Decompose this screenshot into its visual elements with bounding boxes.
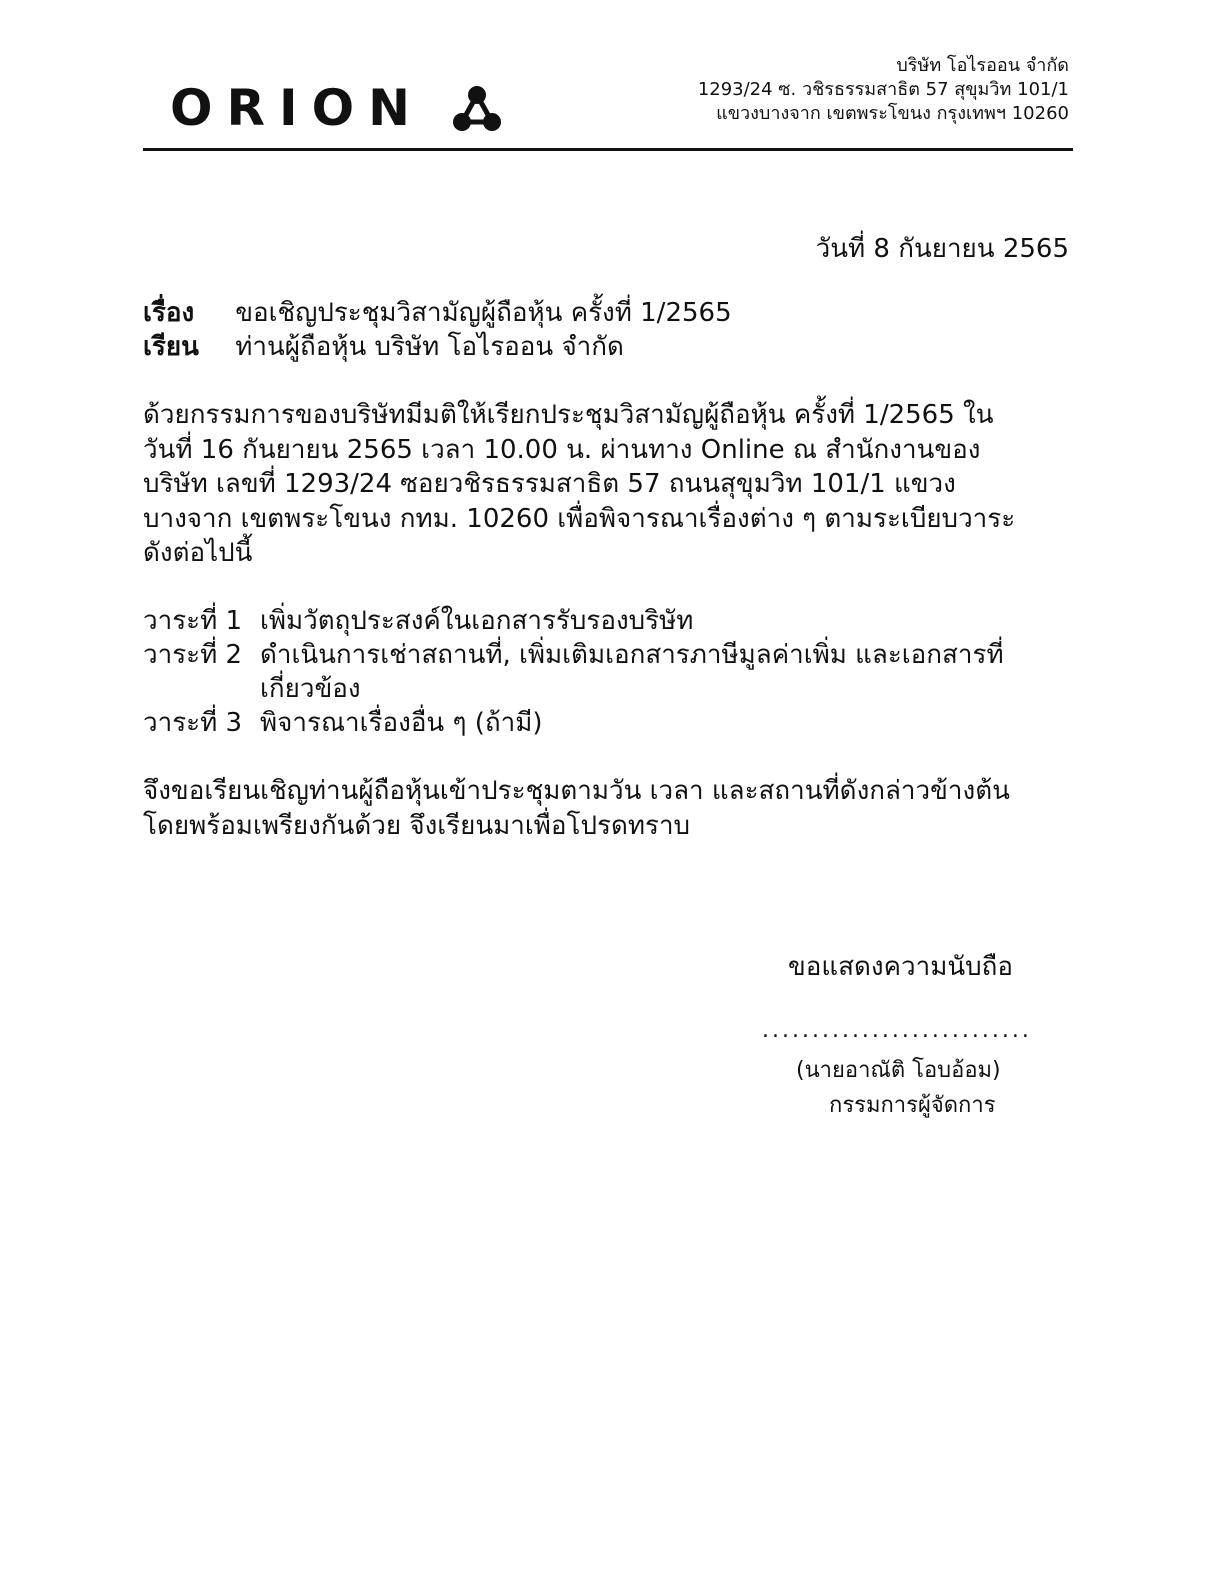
subject-label: เรื่อง xyxy=(143,298,195,328)
agenda-line: ดำเนินการเช่าสถานที่, เพิ่มเติมเอกสารภาษีมูลค่าเพิ่ม และเอกสารที่ xyxy=(260,640,1004,670)
subject-row xyxy=(143,296,732,330)
agenda-item xyxy=(143,638,1073,706)
closing-line: โดยพร้อมเพรียงกันด้วย จึงเรียนมาเพื่อโปรดทราบ xyxy=(143,810,691,841)
subject-block xyxy=(143,296,732,364)
agenda-number: วาระที่ 1 xyxy=(143,606,243,636)
body-line: ดังต่อไปนี้ xyxy=(143,538,253,568)
agenda-item xyxy=(143,604,1073,638)
subject-text: ขอเชิญประชุมวิสามัญผู้ถือหุ้น ครั้งที่ 1/2565 xyxy=(235,298,732,328)
signatory-name: (นายอาณัติ โอบอ้อม) xyxy=(796,1058,1001,1083)
agenda-number: วาระที่ 3 xyxy=(143,708,243,738)
agenda-text xyxy=(260,706,1073,740)
body-line: บางจาก เขตพระโขนง กทม. 10260 เพื่อพิจารณาเรื่องต่าง ๆ ตามระเบียบวาระ xyxy=(143,503,1016,534)
address-line-1: 1293/24 ซ. วชิรธรรมสาธิต 57 สุขุมวิท 101/1 xyxy=(697,79,1069,100)
recipient-text: ท่านผู้ถือหุ้น บริษัท โอไรออน จำกัด xyxy=(235,332,624,362)
signature-line: ........................... xyxy=(762,1018,1032,1043)
logo-triad-icon xyxy=(453,86,501,131)
company-address-block xyxy=(698,54,1069,126)
closing-paragraph xyxy=(143,774,1073,843)
agenda-text xyxy=(260,604,1073,638)
closing-line: จึงขอเรียนเชิญท่านผู้ถือหุ้นเข้าประชุมตามวัน เวลา และสถานที่ดังกล่าวข้างต้น xyxy=(143,776,1010,806)
signature-regards: ขอแสดงความนับถือ xyxy=(788,952,1013,982)
header-divider xyxy=(143,148,1073,151)
agenda-list xyxy=(143,604,1073,740)
agenda-line: พิจารณาเรื่องอื่น ๆ (ถ้ามี) xyxy=(260,708,543,738)
signatory-title: กรรมการผู้จัดการ xyxy=(829,1093,996,1118)
agenda-line: เพิ่มวัตถุประสงค์ในเอกสารรับรองบริษัท xyxy=(260,606,694,636)
body-line: ด้วยกรรมการของบริษัทมีมติให้เรียกประชุมวิสามัญผู้ถือหุ้น ครั้งที่ 1/2565 ใน xyxy=(143,400,994,430)
agenda-line: เกี่ยวข้อง xyxy=(260,674,361,704)
body-line: วันที่ 16 กันยายน 2565 เวลา 10.00 น. ผ่านทาง Online ณ สำนักงานของ xyxy=(143,434,981,465)
letter-date: วันที่ 8 กันยายน 2565 xyxy=(815,234,1069,264)
agenda-item xyxy=(143,706,1073,740)
logo-wordmark: ORION xyxy=(170,80,424,136)
agenda-number: วาระที่ 2 xyxy=(143,640,243,670)
recipient-label: เรียน xyxy=(143,332,199,362)
body-paragraph xyxy=(143,398,1073,571)
recipient-row xyxy=(143,330,732,364)
body-line: บริษัท เลขที่ 1293/24 ซอยวชิรธรรมสาธิต 57 ถนนสุขุมวิท 101/1 แขวง xyxy=(143,469,956,499)
orion-logo xyxy=(170,80,510,136)
agenda-text xyxy=(260,638,1073,706)
company-name: บริษัท โอไรออน จำกัด xyxy=(896,55,1069,76)
address-line-2: แขวงบางจาก เขตพระโขนง กรุงเทพฯ 10260 xyxy=(716,103,1069,124)
